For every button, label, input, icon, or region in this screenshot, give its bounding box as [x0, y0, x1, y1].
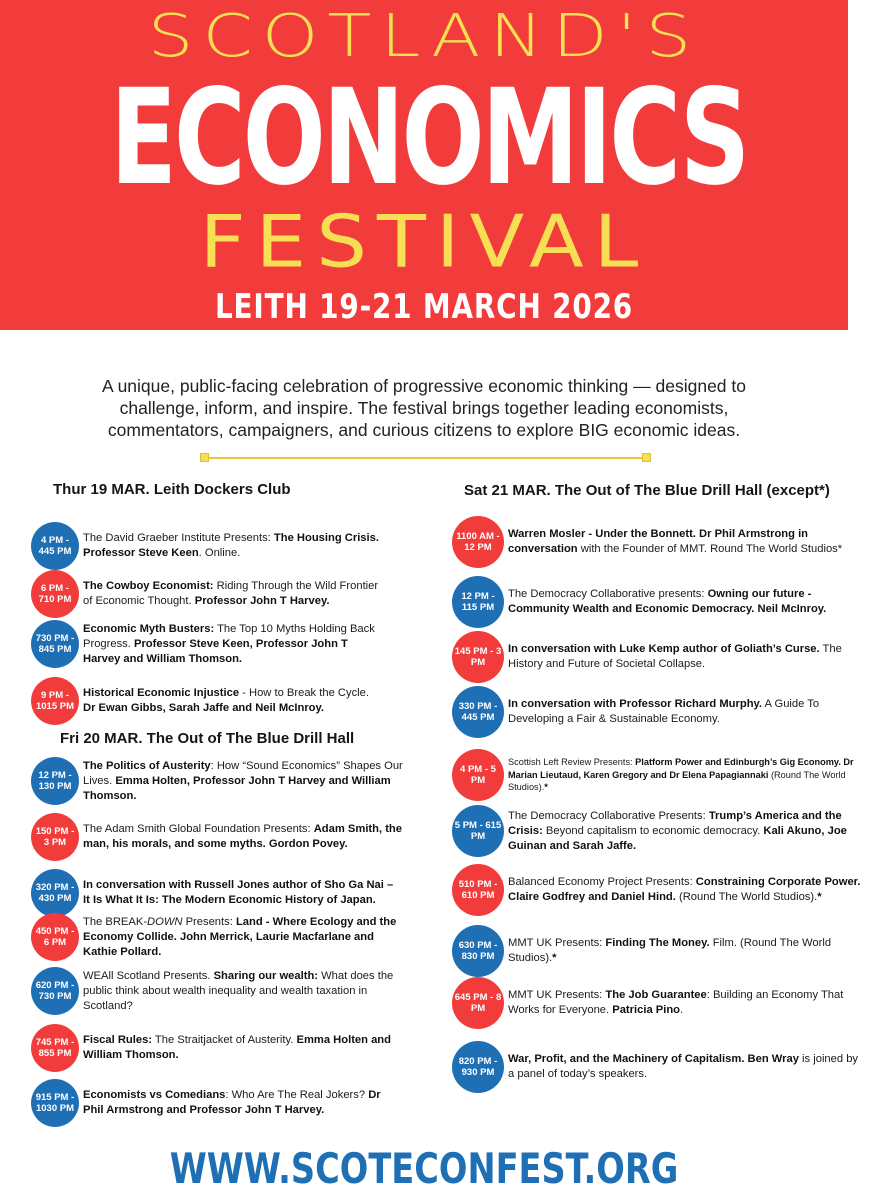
event-text-part: Finding The Money. [605, 937, 710, 949]
title-festival: FESTIVAL [199, 199, 649, 284]
event-time-badge: 320 PM - 430 PM [31, 869, 79, 917]
event-text-part: Constraining Corporate Power. Claire Godfrey and Daniel Hind. [508, 876, 861, 903]
event-text-part: Economic Myth Busters: [83, 622, 215, 635]
event-text-part: Patricia Pino [612, 1004, 681, 1016]
event-text-part: Beyond capitalism to economic democracy. [542, 824, 764, 837]
event-sat-7 [452, 864, 870, 916]
event-text-part: MMT UK Presents: [508, 989, 606, 1001]
title-economics: ECONOMICS [110, 61, 748, 215]
event-text-part: Trump’s America and the Crisis: [508, 809, 842, 837]
event-description [83, 1033, 403, 1063]
event-text-part: The Democracy Collaborative presents: [508, 588, 708, 600]
event-text-part: is joined by a panel of today’s speakers. [508, 1053, 859, 1080]
event-time-badge: 510 PM - 610 PM [452, 864, 504, 916]
event-text-part: In conversation with Russell Jones author of Sho Ga Nai – It Is What It Is: The Modern Economic History of Japan. [83, 879, 394, 906]
event-text-part: The Top 10 Myths Holding Back Progress. [83, 622, 375, 650]
event-time-badge: 620 PM - 730 PM [31, 967, 79, 1015]
event-text-part: Adam Smith, the man, his morals, and some myths. Gordon Povey. [83, 823, 402, 850]
event-description [83, 822, 403, 852]
event-text-part: . Online. [198, 547, 241, 559]
event-text-part: Balanced Economy Project Presents: [508, 876, 696, 888]
event-text-part: : Building an Economy That Works for Everyone. [508, 989, 844, 1016]
event-text-part: Scottish Left Review Presents: [508, 757, 636, 768]
event-text-part: . [680, 1004, 684, 1016]
event-text-part: What does the public think about wealth inequality and wealth taxation in Scotland? [83, 969, 394, 1012]
event-text-part: Historical Economic Injustice [83, 687, 240, 699]
event-text-part: The Housing Crisis. Professor Steve Keen [83, 532, 379, 559]
divider-line [204, 457, 646, 459]
event-text-part: Emma Holten and William Thomson. [83, 1034, 391, 1061]
event-time-badge: 745 PM - 855 PM [31, 1024, 79, 1072]
event-description [83, 878, 403, 908]
event-sat-6 [452, 805, 870, 857]
event-description [508, 527, 866, 557]
event-description [508, 988, 866, 1018]
event-text-part: Fiscal Rules: [83, 1034, 153, 1046]
event-text-part: Platform Power and Edinburgh’s Gig Economy. Dr Marian Lieutaud, Karen Gregory and Dr Elena Papagiannaki [508, 757, 854, 780]
event-fri-7 [31, 1079, 411, 1127]
event-time-badge: 145 PM - 3 PM [452, 631, 504, 683]
event-time-badge: 820 PM - 930 PM [452, 1041, 504, 1093]
event-time-badge: 5 PM - 615 PM [452, 805, 504, 857]
event-description [508, 875, 866, 905]
event-text-part: Land - Where Ecology and the Economy Collide. John Merrick, Laurie Macfarlane and Kathie Pollard. [83, 915, 397, 958]
event-description [83, 969, 403, 1014]
event-text-part: Dr Ewan Gibbs, Sarah Jaffe and Neil McInroy. [83, 702, 325, 714]
event-description [83, 759, 403, 804]
event-text-part: : Who Are The Real Jokers? [225, 1089, 369, 1101]
event-thu-4 [31, 677, 391, 725]
divider-end-right [642, 453, 651, 462]
event-text-part: A Guide To Developing a Fair & Sustainable Economy. [508, 698, 820, 725]
event-text-part: WEAll Scotland Presents. [83, 969, 214, 982]
event-thu-1 [31, 522, 391, 570]
title-scotlands: SCOTLAND'S [147, 1, 701, 70]
event-description [508, 936, 866, 966]
event-time-badge: 915 PM - 1030 PM [31, 1079, 79, 1127]
event-fri-4 [31, 913, 411, 961]
event-text-part: (Round The World Studios). [675, 891, 818, 903]
event-text-part: In conversation with Luke Kemp author of Goliath’s Curse. [508, 643, 820, 655]
event-text-part: Owning our future - Community Wealth and Economic Democracy. Neil McInroy. [508, 588, 827, 615]
event-text-part: The Straitjacket of Austerity. [152, 1034, 297, 1046]
event-text-part: The Cowboy Economist: [83, 580, 214, 592]
event-description [83, 1088, 403, 1118]
day-heading-thursday: Thur 19 MAR. Leith Dockers Club [53, 481, 291, 498]
header-banner [0, 0, 848, 330]
event-text-part: In conversation with Professor Richard Murphy. [508, 698, 763, 710]
event-text-part: * [544, 782, 548, 793]
event-time-badge: 450 PM - 6 PM [31, 913, 79, 961]
event-time-badge: 1100 AM - 12 PM [452, 516, 504, 568]
event-text-part: - How to Break the Cycle. [239, 687, 369, 699]
event-text-part: Dr Phil Armstrong and Professor John T Harvey. [83, 1089, 381, 1116]
event-time-badge: 4 PM - 445 PM [31, 522, 79, 570]
event-description [83, 531, 383, 561]
event-text-part: Sharing our wealth: [213, 969, 319, 982]
event-description [508, 642, 866, 672]
event-fri-3 [31, 869, 411, 917]
event-text-part: Emma Holten, Professor John T Harvey and William Thomson. [83, 774, 391, 802]
event-text-part: * [552, 952, 557, 964]
event-text-part: Warren Mosler - Under the Bonnett. Dr Phil Armstrong in conversation [508, 528, 809, 555]
event-fri-6 [31, 1024, 411, 1072]
event-sat-8 [452, 925, 870, 977]
event-text-part: Professor Steve Keen, Professor John T Harvey and William Thomson. [83, 637, 348, 665]
event-description [508, 809, 866, 854]
event-description [83, 579, 383, 609]
event-text-part: * [817, 891, 822, 903]
event-sat-5 [452, 749, 870, 801]
event-text-part: Kali Akuno, Joe Guinan and Sarah Jaffe. [508, 824, 847, 852]
event-fri-5 [31, 967, 411, 1015]
event-time-badge: 630 PM - 830 PM [452, 925, 504, 977]
event-sat-2 [452, 576, 870, 628]
event-text-part: MMT UK Presents: [508, 937, 606, 949]
event-description [508, 697, 866, 727]
day-heading-saturday: Sat 21 MAR. The Out of The Blue Drill Hall (except*) [464, 482, 830, 499]
event-description [508, 756, 866, 794]
event-text-part: Presents: [182, 915, 236, 928]
event-text-part: Film. (Round The World Studios). [508, 937, 832, 964]
event-time-badge: 9 PM - 1015 PM [31, 677, 79, 725]
event-text-part: DOWN [147, 915, 183, 928]
event-text-part: The David Graeber Institute Presents: [83, 532, 274, 544]
event-text-part: The BREAK- [83, 915, 148, 928]
event-description [83, 915, 403, 960]
event-sat-10 [452, 1041, 870, 1093]
event-text-part: with the Founder of MMT. Round The World Studios* [577, 543, 843, 555]
event-description [508, 587, 866, 617]
event-text-part: Riding Through the Wild Frontier of Economic Thought. [83, 580, 379, 607]
event-text-part: The Democracy Collaborative Presents: [508, 809, 709, 822]
event-text-part: The Adam Smith Global Foundation Presents: [83, 823, 314, 835]
event-sat-4 [452, 686, 870, 738]
event-time-badge: 6 PM - 710 PM [31, 570, 79, 618]
event-text-part: The Politics of Austerity [83, 759, 211, 772]
event-text-part: : How “Sound Economics” Shapes Our Lives. [83, 759, 403, 787]
event-sat-3 [452, 631, 870, 683]
event-fri-2 [31, 813, 411, 861]
festival-dates: LEITH 19-21 MARCH 2026 [214, 287, 634, 327]
event-sat-9 [452, 977, 870, 1029]
event-thu-3 [31, 620, 391, 668]
event-sat-1 [452, 516, 870, 568]
event-description [508, 1052, 866, 1082]
event-fri-1 [31, 757, 411, 805]
divider-end-left [200, 453, 209, 462]
event-time-badge: 12 PM - 130 PM [31, 757, 79, 805]
event-description [83, 686, 383, 716]
event-description [83, 622, 383, 667]
event-text-part: (Round The World Studios). [508, 769, 846, 793]
event-text-part: War, Profit, and the Machinery of Capitalism. Ben Wray [508, 1053, 799, 1065]
event-thu-2 [31, 570, 391, 618]
event-time-badge: 4 PM - 5 PM [452, 749, 504, 801]
event-text-part: The History and Future of Societal Collapse. [508, 643, 842, 670]
intro-text: A unique, public-facing celebration of progressive economic thinking — designed to challenge, inform, and inspire. The festival brings together leading economists, commentators, campaigners, and curious citizens to explore BIG economic ideas. [102, 376, 746, 440]
event-time-badge: 12 PM - 115 PM [452, 576, 504, 628]
event-text-part: The Job Guarantee [605, 989, 707, 1001]
event-time-badge: 730 PM - 845 PM [31, 620, 79, 668]
event-time-badge: 645 PM - 8 PM [452, 977, 504, 1029]
event-text-part: Professor John T Harvey. [194, 595, 330, 607]
event-time-badge: 150 PM - 3 PM [31, 813, 79, 861]
website-url[interactable]: WWW.SCOTECONFEST.ORG [169, 1144, 679, 1193]
day-heading-friday: Fri 20 MAR. The Out of The Blue Drill Hall [60, 730, 355, 747]
event-time-badge: 330 PM - 445 PM [452, 686, 504, 738]
event-text-part: Economists vs Comedians [83, 1089, 226, 1101]
